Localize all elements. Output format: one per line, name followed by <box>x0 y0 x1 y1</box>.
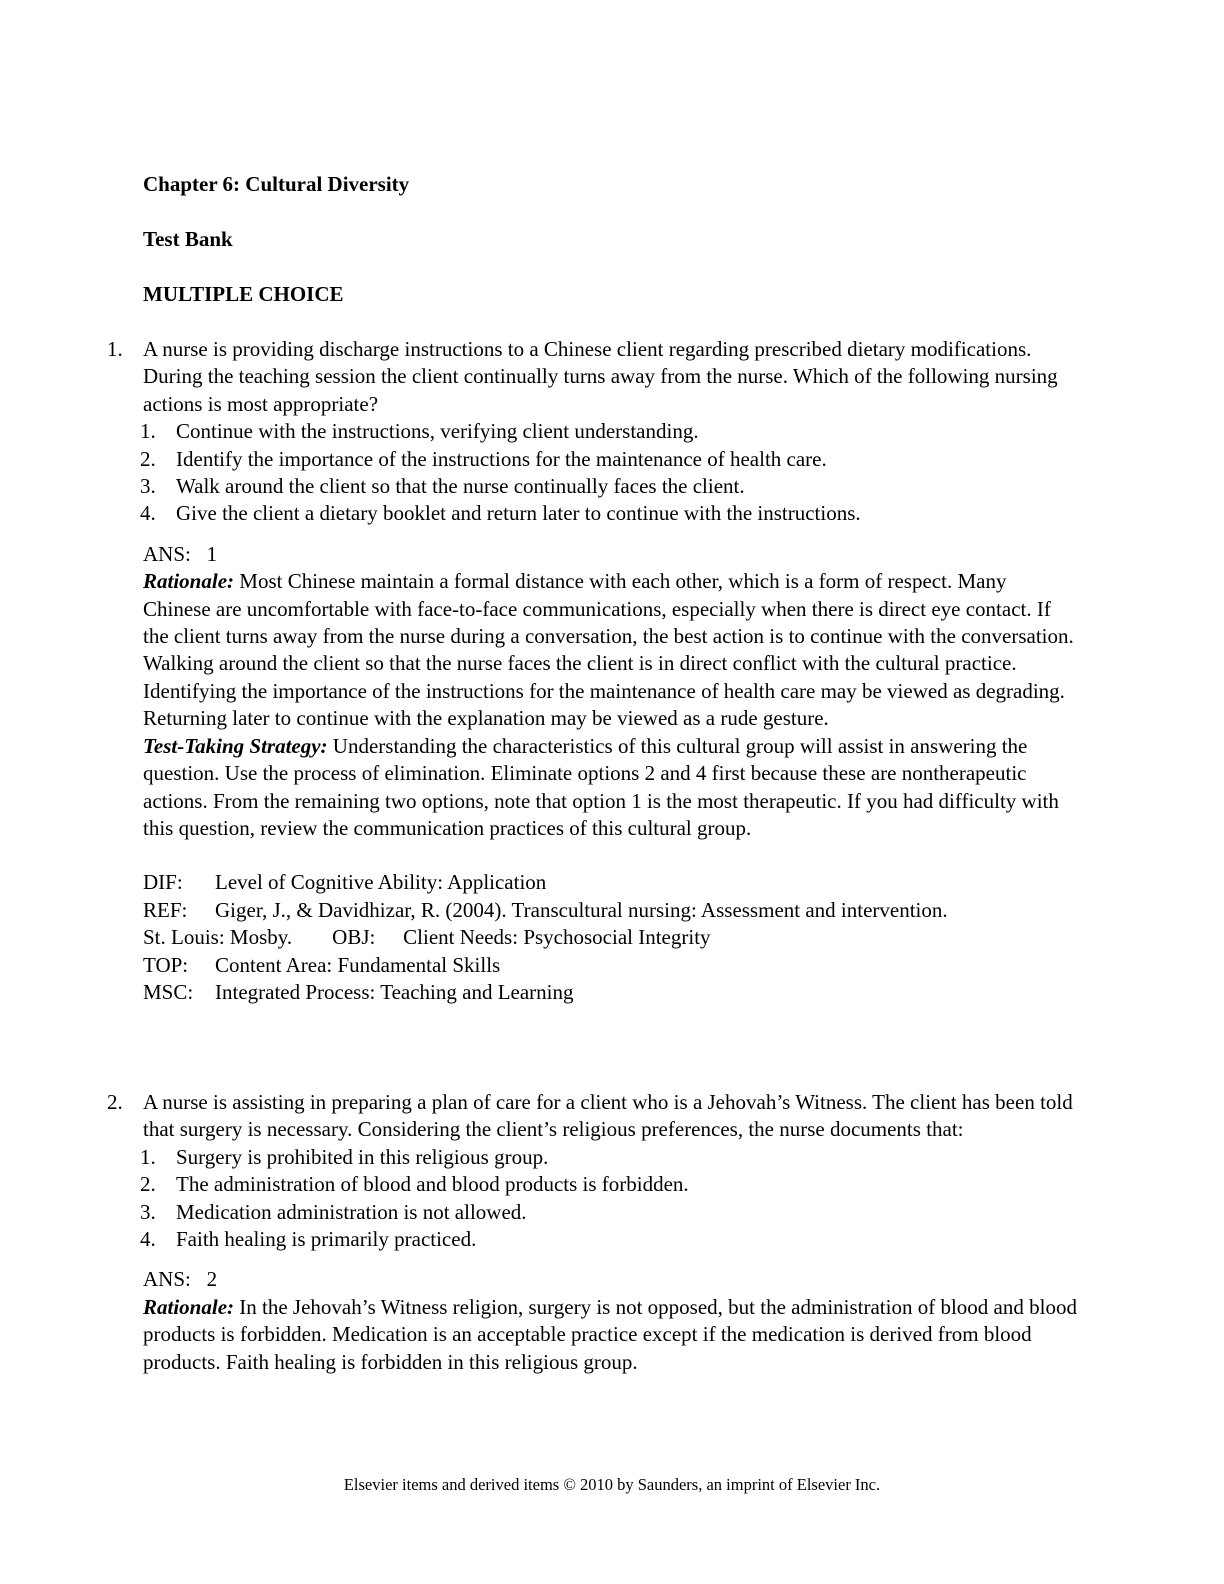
option-2 <box>140 1171 1076 1198</box>
option-number: 2. <box>140 446 156 471</box>
question-metadata <box>143 869 1083 1006</box>
test-taking-strategy <box>143 733 1078 843</box>
option-text: Identify the importance of the instructions for the maintenance of health care. <box>176 446 827 471</box>
meta-value: Integrated Process: Teaching and Learning <box>215 979 574 1004</box>
option-1 <box>140 418 1076 445</box>
option-number: 1. <box>140 1144 156 1169</box>
question-number: 2. <box>107 1090 123 1114</box>
section-title: Test Bank <box>143 227 233 251</box>
meta-label: TOP: <box>143 952 189 977</box>
answer-line <box>143 541 1224 568</box>
strategy-text: Understanding the characteristics of this cultural group will assist in answering the question. Use the process of elimination. Eliminate options 2 and 4 first because these are nontherapeutic actions. From the remaining two options, note that option 1 is the most therapeutic. If you had difficulty with this question, review the communication practices of this cultural group. <box>143 733 1059 840</box>
option-number: 4. <box>140 1227 156 1252</box>
option-number: 3. <box>140 1199 156 1224</box>
option-text: Faith healing is primarily practiced. <box>176 1227 477 1252</box>
option-number: 2. <box>140 1172 156 1197</box>
question-2 <box>0 1089 1224 1376</box>
option-text: Medication administration is not allowed. <box>176 1199 527 1224</box>
option-text: Continue with the instructions, verifying client understanding. <box>176 419 699 444</box>
meta-ref-cont <box>143 924 1083 951</box>
option-4 <box>140 1226 1076 1253</box>
answer-options <box>0 418 1224 528</box>
rationale-label: Rationale: <box>143 569 235 594</box>
meta-dif <box>143 869 1083 896</box>
answer-label: ANS: <box>143 1267 191 1292</box>
strategy-label: Test-Taking Strategy: <box>143 733 328 758</box>
rationale <box>143 568 1078 732</box>
meta-label: DIF: <box>143 870 183 895</box>
option-1 <box>140 1144 1076 1171</box>
option-number: 4. <box>140 501 156 526</box>
meta-label: MSC: <box>143 979 194 1004</box>
answer-label: ANS: <box>143 541 191 566</box>
option-text: Surgery is prohibited in this religious group. <box>176 1144 549 1169</box>
answer-value: 1 <box>206 541 218 566</box>
answer-line <box>143 1266 1224 1293</box>
meta-top <box>143 952 1083 979</box>
option-3 <box>140 473 1076 500</box>
option-number: 1. <box>140 419 156 444</box>
rationale-text: Most Chinese maintain a formal distance with each other, which is a form of respect. Many Chinese are uncomfortable with face-to-face communications, especially when there is direct eye contact. If the client turns away from the nurse during a conversation, the best action is to continue with the conversation. Walking around the client so that the nurse faces the client is in direct conflict with the cultural practice. Identifying the importance of the instructions for the maintenance of health care may be viewed as degrading. Returning later to continue with the explanation may be viewed as a rude gesture. <box>143 569 1074 731</box>
option-text: Walk around the client so that the nurse continually faces the client. <box>176 474 745 499</box>
question-stem: A nurse is assisting in preparing a plan of care for a client who is a Jehovah’s Witness. The client has been told that surgery is necessary. Considering the client’s religious preferences, the nurse documents that: <box>143 1090 1073 1142</box>
meta-value: St. Louis: Mosby. <box>143 925 293 950</box>
meta-label: OBJ: <box>332 925 376 950</box>
option-number: 3. <box>140 474 156 499</box>
answer-value: 2 <box>206 1267 218 1292</box>
chapter-title: Chapter 6: Cultural Diversity <box>143 172 410 196</box>
rationale <box>143 1294 1078 1376</box>
rationale-label: Rationale: <box>143 1294 235 1319</box>
question-1 <box>0 336 1224 1006</box>
copyright-footer: Elsevier items and derived items © 2010 by Saunders, an imprint of Elsevier Inc. <box>343 1475 881 1494</box>
option-text: Give the client a dietary booklet and return later to continue with the instructions. <box>176 501 861 526</box>
question-stem: A nurse is providing discharge instructions to a Chinese client regarding prescribed dietary modifications. During the teaching session the client continually turns away from the nurse. Which of the following nursing actions is most appropriate? <box>143 337 1058 416</box>
meta-value: Content Area: Fundamental Skills <box>215 952 501 977</box>
rationale-text: In the Jehovah’s Witness religion, surgery is not opposed, but the administration of blood and blood products is forbidden. Medication is an acceptable practice except if the medication is derived from blood products. Faith healing is forbidden in this religious group. <box>143 1294 1077 1374</box>
meta-value: Giger, J., & Davidhizar, R. (2004). Transcultural nursing: Assessment and intervention. <box>215 897 948 922</box>
question-type-heading: MULTIPLE CHOICE <box>143 282 344 306</box>
option-2 <box>140 446 1076 473</box>
meta-label: REF: <box>143 897 188 922</box>
question-number: 1. <box>107 337 123 361</box>
meta-value: Client Needs: Psychosocial Integrity <box>403 925 711 950</box>
option-text: The administration of blood and blood products is forbidden. <box>176 1172 689 1197</box>
option-3 <box>140 1199 1076 1226</box>
meta-msc <box>143 979 1083 1006</box>
meta-value: Level of Cognitive Ability: Application <box>215 870 547 895</box>
meta-ref <box>143 897 1083 924</box>
option-4 <box>140 500 1076 527</box>
answer-options <box>0 1144 1224 1254</box>
